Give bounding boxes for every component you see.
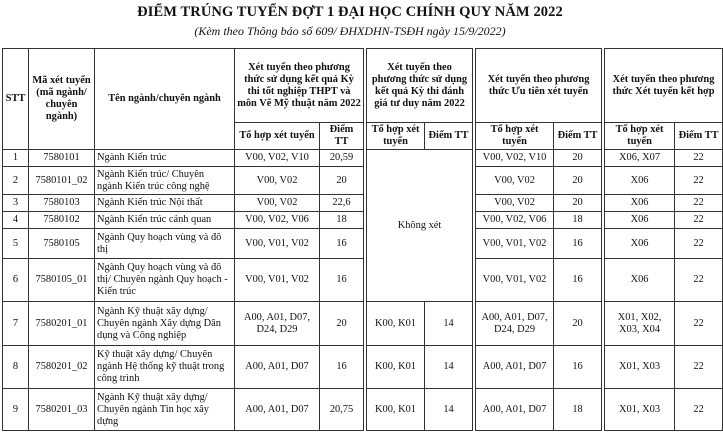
row-code: 7580103 — [29, 195, 95, 212]
row-combo-tuduy: K00, K01 — [367, 346, 425, 389]
col-group-thpt: Xét tuyển theo phương thức sử dụng kết quả Kỳ thi tốt nghiệp THPT và môn Vẽ Mỹ thuật năm 2022 — [235, 49, 364, 123]
row-name: Ngành Quy hoạch vùng và đô thị — [95, 229, 235, 259]
row-combo-kethop: X01, X03 — [605, 389, 675, 431]
row-score-thpt: 16 — [320, 229, 364, 259]
col-group-tuduy: Xét tuyển theo phương thức sử dụng kết quả Kỳ thi đánh giá tư duy năm 2022 — [367, 49, 473, 123]
row-code: 7580105_01 — [29, 259, 95, 302]
not-considered-cell: Không xét — [367, 150, 473, 302]
row-stt: 7 — [3, 302, 29, 346]
col-group-kethop: Xét tuyển theo phương thức Xét tuyển kết hợp — [605, 49, 723, 123]
col-group-uutien: Xét tuyển theo phương thức Ưu tiên xét tuyển — [476, 49, 602, 123]
row-stt: 6 — [3, 259, 29, 302]
table-row — [3, 302, 723, 346]
row-combo-kethop: X06 — [605, 195, 675, 212]
col-score-1: Điểm TT — [320, 123, 364, 150]
table-row — [3, 229, 723, 259]
row-stt: 8 — [3, 346, 29, 389]
row-combo-thpt: V00, V01, V02 — [235, 229, 320, 259]
row-code: 7580201_03 — [29, 389, 95, 431]
row-combo-uutien: V00, V02, V06 — [476, 212, 554, 229]
row-score-uutien: 18 — [554, 212, 602, 229]
row-combo-thpt: A00, A01, D07 — [235, 389, 320, 431]
row-score-kethop: 22 — [675, 302, 723, 346]
row-combo-tuduy: K00, K01 — [367, 302, 425, 346]
row-stt: 4 — [3, 212, 29, 229]
row-code: 7580101_02 — [29, 167, 95, 195]
row-combo-uutien: A00, A01, D07 — [476, 389, 554, 431]
row-score-uutien: 20 — [554, 302, 602, 346]
row-score-uutien: 16 — [554, 229, 602, 259]
row-combo-uutien: V00, V01, V02 — [476, 259, 554, 302]
row-combo-kethop: X01, X03 — [605, 346, 675, 389]
row-score-kethop: 22 — [675, 346, 723, 389]
col-combo-3: Tổ hợp xét tuyển — [476, 123, 554, 150]
row-combo-uutien: A00, A01, D07 — [476, 346, 554, 389]
col-score-4: Điểm TT — [675, 123, 723, 150]
row-score-uutien: 16 — [554, 259, 602, 302]
row-score-thpt: 22,6 — [320, 195, 364, 212]
row-combo-kethop: X06 — [605, 229, 675, 259]
row-code: 7580102 — [29, 212, 95, 229]
row-combo-thpt: V00, V02, V06 — [235, 212, 320, 229]
col-combo-1: Tổ hợp xét tuyển — [235, 123, 320, 150]
row-code: 7580101 — [29, 150, 95, 167]
row-combo-kethop: X01, X02, X03, X04 — [605, 302, 675, 346]
row-name: Kỹ thuật xây dựng/ Chuyên ngành Hệ thống kỹ thuật trong công trình — [95, 346, 235, 389]
table-row — [3, 389, 723, 431]
row-score-thpt: 20,59 — [320, 150, 364, 167]
row-score-uutien: 18 — [554, 389, 602, 431]
row-combo-uutien: V00, V02 — [476, 167, 554, 195]
row-score-kethop: 22 — [675, 212, 723, 229]
row-score-kethop: 22 — [675, 167, 723, 195]
row-stt: 1 — [3, 150, 29, 167]
col-code: Mã xét tuyển (mã ngành/ chuyên ngành) — [29, 49, 95, 150]
row-score-uutien: 16 — [554, 346, 602, 389]
row-score-thpt: 20 — [320, 167, 364, 195]
col-stt: STT — [3, 49, 29, 150]
table-row — [3, 195, 723, 212]
row-score-thpt: 20 — [320, 302, 364, 346]
col-score-2: Điểm TT — [425, 123, 473, 150]
row-score-tuduy: 14 — [425, 302, 473, 346]
row-score-kethop: 22 — [675, 259, 723, 302]
row-score-uutien: 20 — [554, 150, 602, 167]
row-combo-uutien: A00, A01, D07, D24, D29 — [476, 302, 554, 346]
row-code: 7580201_02 — [29, 346, 95, 389]
table-row — [3, 259, 723, 302]
row-name: Ngành Kiến trúc/ Chuyên ngành Kiến trúc công nghệ — [95, 167, 235, 195]
row-combo-kethop: X06, X07 — [605, 150, 675, 167]
row-combo-thpt: V00, V02 — [235, 167, 320, 195]
row-score-kethop: 22 — [675, 229, 723, 259]
col-combo-4: Tổ hợp xét tuyển — [605, 123, 675, 150]
col-name: Tên ngành/chuyên ngành — [95, 49, 235, 150]
row-score-thpt: 18 — [320, 212, 364, 229]
col-combo-2: Tổ hợp xét tuyển — [367, 123, 425, 150]
row-combo-thpt: V00, V01, V02 — [235, 259, 320, 302]
table-row — [3, 346, 723, 389]
row-score-thpt: 16 — [320, 259, 364, 302]
row-name: Ngành Quy hoạch vùng và đô thị/ Chuyên ngành Quy hoạch - Kiến trúc — [95, 259, 235, 302]
row-score-thpt: 20,75 — [320, 389, 364, 431]
row-combo-uutien: V00, V01, V02 — [476, 229, 554, 259]
row-code: 7580201_01 — [29, 302, 95, 346]
table-row — [3, 212, 723, 229]
row-name: Ngành Kiến trúc — [95, 150, 235, 167]
row-stt: 5 — [3, 229, 29, 259]
row-combo-thpt: V00, V02 — [235, 195, 320, 212]
row-score-uutien: 20 — [554, 195, 602, 212]
row-stt: 2 — [3, 167, 29, 195]
row-combo-thpt: A00, A01, D07, D24, D29 — [235, 302, 320, 346]
row-score-kethop: 22 — [675, 389, 723, 431]
row-score-thpt: 16 — [320, 346, 364, 389]
row-name: Ngành Kỹ thuật xây dựng/ Chuyên ngành Tin học xây dựng — [95, 389, 235, 431]
page-subtitle: (Kèm theo Thông báo số 609/ ĐHXDHN-TSĐH ngày 15/9/2022) — [194, 24, 506, 38]
row-name: Ngành Kỹ thuật xây dựng/ Chuyên ngành Xây dựng Dân dụng và Công nghiệp — [95, 302, 235, 346]
row-score-tuduy: 14 — [425, 389, 473, 431]
row-score-kethop: 22 — [675, 150, 723, 167]
row-combo-uutien: V00, V02, V10 — [476, 150, 554, 167]
row-stt: 3 — [3, 195, 29, 212]
table-row — [3, 150, 723, 167]
row-combo-tuduy: K00, K01 — [367, 389, 425, 431]
row-combo-kethop: X06 — [605, 167, 675, 195]
row-combo-thpt: V00, V02, V10 — [235, 150, 320, 167]
row-name: Ngành Kiến trúc cảnh quan — [95, 212, 235, 229]
admission-table — [2, 48, 723, 431]
row-score-kethop: 22 — [675, 195, 723, 212]
row-name: Ngành Kiến trúc Nội thất — [95, 195, 235, 212]
table-row — [3, 167, 723, 195]
row-combo-kethop: X06 — [605, 259, 675, 302]
col-score-3: Điểm TT — [554, 123, 602, 150]
row-combo-thpt: A00, A01, D07 — [235, 346, 320, 389]
page-title: ĐIỂM TRÚNG TUYỂN ĐỢT 1 ĐẠI HỌC CHÍNH QUY NĂM 2022 — [137, 4, 563, 20]
row-score-uutien: 20 — [554, 167, 602, 195]
row-score-tuduy: 14 — [425, 346, 473, 389]
row-combo-kethop: X06 — [605, 212, 675, 229]
row-combo-uutien: V00, V02 — [476, 195, 554, 212]
row-code: 7580105 — [29, 229, 95, 259]
row-stt: 9 — [3, 389, 29, 431]
